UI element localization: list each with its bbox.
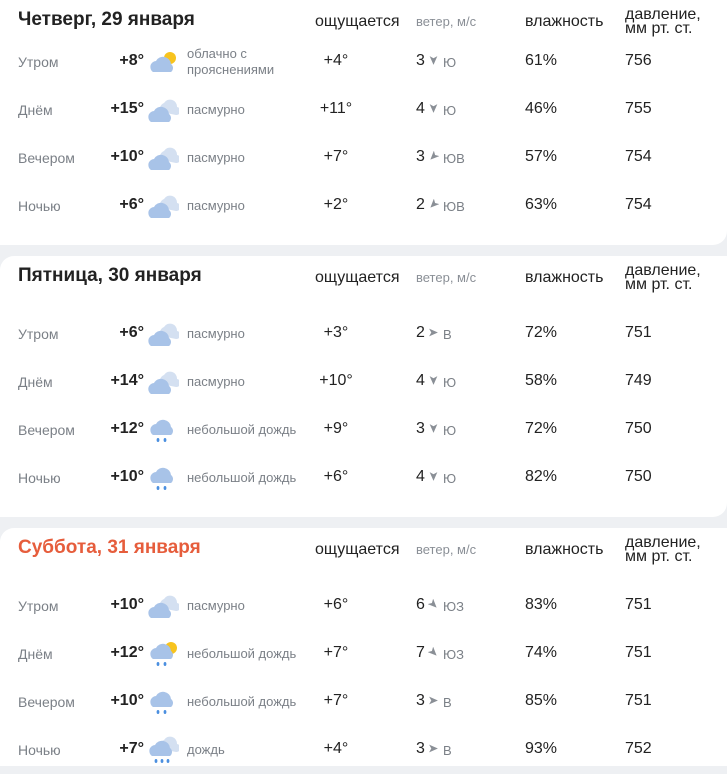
condition-text — [187, 686, 297, 718]
condition-text — [187, 190, 297, 222]
pressure: 756 — [625, 52, 652, 69]
feels-like: +6° — [323, 468, 349, 485]
light-rain-icon — [147, 686, 179, 718]
period-label: Вечером — [18, 150, 75, 166]
overcast-cloud-icon — [147, 590, 179, 622]
rain-icon — [147, 734, 179, 766]
wind-direction-icon — [428, 55, 439, 66]
day-card — [0, 256, 727, 517]
header-wind: ветер, м/с — [416, 270, 477, 285]
condition-text — [187, 414, 297, 446]
pressure: 750 — [625, 468, 652, 485]
forecast-row — [0, 630, 727, 678]
humidity: 85% — [525, 692, 558, 709]
humidity: 72% — [525, 420, 558, 437]
wind-direction: Ю — [443, 423, 457, 438]
period-label: Ночью — [18, 198, 61, 214]
condition-text — [187, 318, 297, 350]
pressure: 751 — [625, 692, 652, 709]
forecast-row — [0, 358, 727, 406]
feels-like: +3° — [323, 324, 349, 341]
wind-direction-icon — [428, 199, 439, 210]
condition-label: небольшой дождь — [187, 694, 297, 709]
temperature: +6° — [119, 196, 144, 213]
wind-direction-icon — [428, 423, 439, 434]
pressure: 749 — [625, 372, 652, 389]
condition-text — [187, 462, 297, 494]
wind-direction: Ю — [443, 375, 457, 390]
wind-speed: 7 — [416, 644, 425, 661]
pressure: 750 — [625, 420, 652, 437]
temperature: +12° — [110, 420, 144, 437]
temperature: +6° — [119, 324, 144, 341]
wind-direction: Ю — [443, 103, 457, 118]
wind-speed: 4 — [416, 372, 425, 389]
wind-direction: В — [443, 695, 452, 710]
wind-direction-icon — [428, 151, 439, 162]
feels-like: +6° — [323, 596, 349, 613]
forecast-row — [0, 86, 727, 134]
pressure: 754 — [625, 148, 652, 165]
wind-direction: ЮВ — [443, 199, 465, 214]
forecast-row — [0, 582, 727, 630]
feels-like: +7° — [323, 148, 349, 165]
header-humidity: влажность — [525, 13, 604, 30]
temperature: +8° — [119, 52, 144, 69]
period-label: Вечером — [18, 694, 75, 710]
period-label: Утром — [18, 598, 59, 614]
wind-direction-icon — [428, 375, 439, 386]
condition-label: пасмурно — [187, 102, 245, 117]
forecast-row — [0, 678, 727, 726]
temperature: +10° — [110, 468, 144, 485]
condition-label: пасмурно — [187, 150, 245, 165]
feels-like: +10° — [319, 372, 353, 389]
humidity: 83% — [525, 596, 558, 613]
wind-speed: 4 — [416, 100, 425, 117]
temperature: +12° — [110, 644, 144, 661]
period-label: Ночью — [18, 470, 61, 486]
forecast-row — [0, 38, 727, 86]
humidity: 58% — [525, 372, 558, 389]
day-card — [0, 0, 727, 245]
header-wind: ветер, м/с — [416, 14, 477, 29]
temperature: +7° — [119, 740, 144, 757]
header-pressure: давление, мм рт. ст. — [625, 6, 701, 37]
feels-like: +7° — [323, 692, 349, 709]
sun-rain-icon — [147, 638, 179, 670]
period-label: Утром — [18, 54, 59, 70]
feels-like: +2° — [323, 196, 349, 213]
condition-label: небольшой дождь — [187, 470, 297, 485]
wind-speed: 3 — [416, 420, 425, 437]
wind-speed: 3 — [416, 740, 425, 757]
humidity: 93% — [525, 740, 558, 757]
forecast-row — [0, 310, 727, 358]
header-pressure: давление, мм рт. ст. — [625, 534, 701, 565]
period-label: Вечером — [18, 422, 75, 438]
condition-label: пасмурно — [187, 326, 245, 341]
condition-text — [187, 94, 297, 126]
humidity: 63% — [525, 196, 558, 213]
condition-label: пасмурно — [187, 198, 245, 213]
overcast-cloud-icon — [147, 318, 179, 350]
wind-direction: ЮЗ — [443, 647, 464, 662]
wind-direction-icon — [428, 327, 439, 338]
condition-text — [187, 46, 297, 78]
temperature: +10° — [110, 596, 144, 613]
day-title: Пятница, 30 января — [18, 265, 202, 286]
header-feels: ощущается — [315, 13, 400, 30]
period-label: Днём — [18, 374, 53, 390]
feels-like: +4° — [323, 740, 349, 757]
header-humidity: влажность — [525, 269, 604, 286]
temperature: +15° — [110, 100, 144, 117]
condition-text — [187, 366, 297, 398]
wind-speed: 6 — [416, 596, 425, 613]
wind-speed: 3 — [416, 148, 425, 165]
overcast-cloud-icon — [147, 190, 179, 222]
forecast-row — [0, 182, 727, 230]
overcast-cloud-icon — [147, 366, 179, 398]
pressure: 755 — [625, 100, 652, 117]
feels-like: +11° — [319, 100, 353, 117]
temperature: +10° — [110, 148, 144, 165]
condition-text — [187, 590, 297, 622]
wind-direction: В — [443, 743, 452, 758]
pressure: 754 — [625, 196, 652, 213]
condition-label: небольшой дождь — [187, 422, 297, 437]
header-feels: ощущается — [315, 541, 400, 558]
feels-like: +7° — [323, 644, 349, 661]
wind-speed: 3 — [416, 692, 425, 709]
day-title: Четверг, 29 января — [18, 9, 195, 30]
feels-like: +9° — [323, 420, 349, 437]
wind-direction-icon — [428, 695, 439, 706]
pressure: 751 — [625, 324, 652, 341]
condition-label: дождь — [187, 742, 225, 757]
period-label: Днём — [18, 646, 53, 662]
condition-label: облачно с прояснениями — [187, 46, 275, 77]
wind-direction-icon — [428, 647, 439, 658]
wind-direction: ЮЗ — [443, 599, 464, 614]
humidity: 46% — [525, 100, 558, 117]
wind-direction-icon — [428, 599, 439, 610]
forecast-row — [0, 726, 727, 774]
light-rain-icon — [147, 414, 179, 446]
wind-speed: 3 — [416, 52, 425, 69]
humidity: 72% — [525, 324, 558, 341]
condition-label: пасмурно — [187, 598, 245, 613]
pressure: 751 — [625, 644, 652, 661]
condition-label: небольшой дождь — [187, 646, 297, 661]
wind-direction: Ю — [443, 55, 457, 70]
header-pressure: давление, мм рт. ст. — [625, 262, 701, 293]
wind-direction: Ю — [443, 471, 457, 486]
light-rain-icon — [147, 462, 179, 494]
forecast-row — [0, 406, 727, 454]
day-title: Суббота, 31 января — [18, 537, 201, 558]
wind-direction: ЮВ — [443, 151, 465, 166]
humidity: 61% — [525, 52, 558, 69]
condition-label: пасмурно — [187, 374, 245, 389]
header-feels: ощущается — [315, 269, 400, 286]
forecast-row — [0, 454, 727, 502]
temperature: +14° — [110, 372, 144, 389]
wind-speed: 4 — [416, 468, 425, 485]
header-humidity: влажность — [525, 541, 604, 558]
wind-speed: 2 — [416, 196, 425, 213]
wind-direction: В — [443, 327, 452, 342]
condition-text — [187, 142, 297, 174]
humidity: 82% — [525, 468, 558, 485]
humidity: 57% — [525, 148, 558, 165]
forecast-row — [0, 134, 727, 182]
period-label: Ночью — [18, 742, 61, 758]
wind-direction-icon — [428, 743, 439, 754]
condition-text — [187, 638, 297, 670]
humidity: 74% — [525, 644, 558, 661]
wind-direction-icon — [428, 471, 439, 482]
period-label: Днём — [18, 102, 53, 118]
feels-like: +4° — [323, 52, 349, 69]
pressure: 752 — [625, 740, 652, 757]
overcast-cloud-icon — [147, 94, 179, 126]
wind-direction-icon — [428, 103, 439, 114]
day-card — [0, 528, 727, 766]
header-wind: ветер, м/с — [416, 542, 477, 557]
partly-cloudy-sun-icon — [147, 46, 179, 78]
condition-text — [187, 734, 297, 766]
overcast-cloud-icon — [147, 142, 179, 174]
temperature: +10° — [110, 692, 144, 709]
pressure: 751 — [625, 596, 652, 613]
wind-speed: 2 — [416, 324, 425, 341]
period-label: Утром — [18, 326, 59, 342]
